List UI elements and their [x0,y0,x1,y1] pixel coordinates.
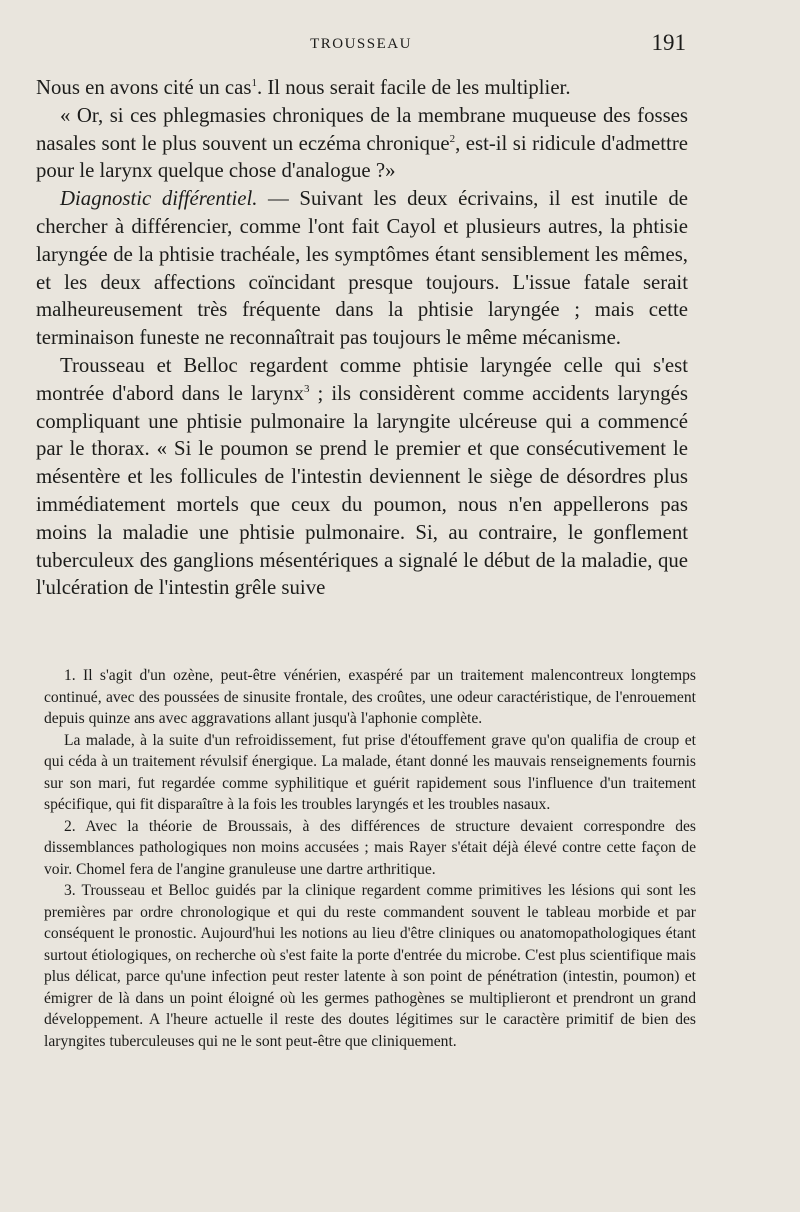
paragraph [36,74,688,102]
footnote: 2. Avec la théorie de Broussais, à des différences de structure devaient correspondre des dissemblances pathologiques non moins accusées ; mais Rayer s'était déjà élevé contre cette façon de voir. Chomel fera de l'angine granuleuse une dartre arthritique. [44,817,696,878]
page-header [36,30,686,60]
paragraph [36,102,688,185]
text-run: « Or, si ces phlegmasies chroniques de la membrane muqueuse des fosses nasales sont le plus souvent un eczéma chronique [36,103,688,155]
text-run: — Suivant les deux écrivains, il est inutile de chercher à différencier, comme l'ont fait Cayol et plusieurs autres, la phtisie laryngée de la phtisie trachéale, les symptômes étant sensiblement les mêmes, et les deux affections coïncidant presque toujours. L'issue fatale serait malheureusement très fréquente dans la phtisie laryngée ; mais cette terminaison funeste ne reconnaîtrait pas toujours le même mécanisme. [36,187,688,350]
footnote: 3. Trousseau et Belloc guidés par la clinique regardent comme primitives les lésions qui sont les premières par ordre chronologique et qui du reste commandent souvent le tableau morbide et par conséquent le pronostic. Aujourd'hui les notions au lieu d'être cliniques ou anatomopathologiques étant surtout étiologiques, on recherche où s'est faite la porte d'entrée du microbe. C'est plus scientifique mais plus délicat, parce qu'une infection peut rester latente à son point de pénétration (intestin, poumon) et émigrer de là dans un point éloigné où les germes pathogènes se multiplieront et prendront un grand développement. A l'heure actuelle il reste des doutes légitimes sur le caractère primitif de bien des laryngites tuberculeuses qui ne le sont peut-être que cliniquement. [44,882,696,1050]
text-run: Trousseau et Belloc regardent comme phtisie laryngée celle qui s'est montrée d'abord dans le larynx [36,353,688,405]
page-number: 191 [651,30,686,55]
section-heading: Diagnostic différentiel. [60,187,258,211]
text-run: , est-il si ridicule d'admettre pour le larynx quelque chose d'analogue ?» [36,131,688,183]
footnote-ref: 3 [304,382,310,395]
footnote-ref: 2 [449,132,456,145]
paragraph [36,352,688,602]
main-text [36,74,688,602]
running-head: TROUSSEAU [310,36,412,52]
text-run: ; ils considèrent comme accidents laryngés compliquant une phtisie pulmonaire la laryngite ulcéreuse qui a commencé par le thorax. « Si le poumon se prend le premier et que consécutivement le mésentère et les follicules de l'intestin deviennent le siège de désordres plus immédiatement mortels que ceux du poumon, nous n'en appellerons pas moins la maladie une phtisie pulmonaire. Si, au contraire, le gonflement tuberculeux des ganglions mésentériques a signalé le début de la maladie, que l'ulcération de l'intestin grêle suive [36,381,688,600]
footnote: La malade, à la suite d'un refroidissement, fut prise d'étouffement grave qu'on qualifia de croup et qui céda à un traitement révulsif énergique. La malade, étant donné les mauvais renseignements fournis sur son mari, fut regardée comme syphilitique et guérit rapidement sous l'influence d'un traitement spécifique, qui fit disparaître à la fois les troubles laryngés et les troubles nasaux. [44,731,696,813]
footnote-ref: 1 [251,77,257,90]
paragraph [36,185,688,352]
footnotes [44,665,696,1052]
footnote: 1. Il s'agit d'un ozène, peut-être vénérien, exaspéré par un traitement malencontreux longtemps continué, avec des poussées de sinusite frontale, des croûtes, une odeur caractéristique, de l'enrouement depuis quinze ans avec aggravations allant jusqu'à l'aphonie complète. [44,667,696,727]
text-run: Nous en avons cité un cas [36,76,252,99]
text-run: . Il nous serait facile de les multiplier. [256,76,571,99]
